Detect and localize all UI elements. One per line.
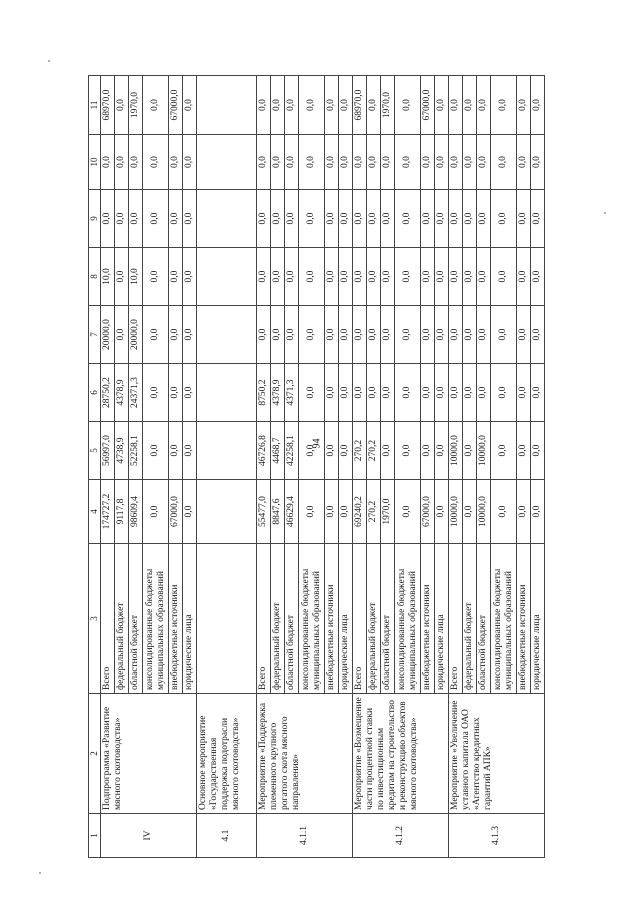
value-cell: 0,0 xyxy=(353,364,367,422)
value-cell: 0,0 xyxy=(143,248,169,306)
value-cell: 0,0 xyxy=(325,190,339,248)
value-cell: 0,0 xyxy=(271,135,285,190)
empty-cell xyxy=(197,480,257,544)
value-cell: 0,0 xyxy=(353,190,367,248)
value-cell: 0,0 xyxy=(285,190,299,248)
header-cell: 8 xyxy=(89,248,101,306)
value-cell: 46629,4 xyxy=(285,480,299,544)
value-cell: 0,0 xyxy=(285,248,299,306)
header-row xyxy=(89,76,101,858)
value-cell: 8847,6 xyxy=(271,480,285,544)
value-cell: 0,0 xyxy=(477,76,491,135)
table-body xyxy=(101,76,545,858)
value-cell: 0,0 xyxy=(435,135,449,190)
value-cell: 0,0 xyxy=(421,190,435,248)
value-cell: 0,0 xyxy=(531,422,545,480)
funding-source: внебюджетные источники xyxy=(517,544,531,694)
value-cell: 0,0 xyxy=(517,422,531,480)
value-cell: 0,0 xyxy=(183,480,197,544)
value-cell: 0,0 xyxy=(299,480,325,544)
funding-source: федеральный бюджет xyxy=(463,544,477,694)
value-cell: 0,0 xyxy=(325,248,339,306)
value-cell: 0,0 xyxy=(463,190,477,248)
value-cell: 0,0 xyxy=(463,480,477,544)
value-cell: 0,0 xyxy=(381,364,395,422)
value-cell: 0,0 xyxy=(183,248,197,306)
empty-cell xyxy=(197,364,257,422)
value-cell: 0,0 xyxy=(517,135,531,190)
value-cell: 0,0 xyxy=(299,364,325,422)
value-cell: 0,0 xyxy=(463,306,477,364)
value-cell: 0,0 xyxy=(421,364,435,422)
value-cell: 0,0 xyxy=(395,364,421,422)
value-cell: 0,0 xyxy=(299,248,325,306)
header-cell: 9 xyxy=(89,190,101,248)
header-cell: 3 xyxy=(89,544,101,694)
value-cell: 0,0 xyxy=(115,135,129,190)
table-row xyxy=(101,76,115,858)
value-cell: 0,0 xyxy=(115,306,129,364)
value-cell: 270,2 xyxy=(353,422,367,480)
value-cell: 0,0 xyxy=(435,480,449,544)
value-cell: 0,0 xyxy=(325,135,339,190)
value-cell: 270,2 xyxy=(367,480,381,544)
value-cell: 0,0 xyxy=(299,135,325,190)
value-cell: 0,0 xyxy=(367,306,381,364)
value-cell: 4738,9 xyxy=(115,422,129,480)
value-cell: 0,0 xyxy=(339,76,353,135)
value-cell: 10000,0 xyxy=(449,422,463,480)
value-cell: 0,0 xyxy=(257,248,271,306)
value-cell: 0,0 xyxy=(143,306,169,364)
funding-source: юридические лица xyxy=(531,544,545,694)
value-cell: 67000,0 xyxy=(169,76,183,135)
value-cell: 0,0 xyxy=(531,480,545,544)
table-row xyxy=(197,76,257,858)
scan-speck xyxy=(48,60,50,62)
value-cell: 0,0 xyxy=(531,306,545,364)
value-cell: 68970,0 xyxy=(101,76,115,135)
value-cell: 20000,0 xyxy=(129,306,143,364)
value-cell: 0,0 xyxy=(115,76,129,135)
value-cell: 0,0 xyxy=(491,364,517,422)
header-cell: 2 xyxy=(89,694,101,814)
value-cell: 0,0 xyxy=(339,135,353,190)
value-cell: 0,0 xyxy=(449,190,463,248)
value-cell: 0,0 xyxy=(169,190,183,248)
value-cell: 0,0 xyxy=(491,480,517,544)
row-name: Основное мероприятие «Государственная поддержка подотрасли мясного скотоводства» xyxy=(197,694,257,814)
value-cell: 0,0 xyxy=(435,190,449,248)
value-cell: 0,0 xyxy=(449,248,463,306)
row-code: 4.1.3 xyxy=(449,814,545,858)
header-cell: 7 xyxy=(89,306,101,364)
header-cell: 11 xyxy=(89,76,101,135)
value-cell: 0,0 xyxy=(381,135,395,190)
value-cell: 0,0 xyxy=(463,76,477,135)
funding-source: внебюджетные источники xyxy=(325,544,339,694)
value-cell: 0,0 xyxy=(367,248,381,306)
funding-source: юридические лица xyxy=(435,544,449,694)
value-cell: 0,0 xyxy=(477,190,491,248)
value-cell: 0,0 xyxy=(257,306,271,364)
value-cell: 46726,8 xyxy=(257,422,271,480)
header-cell: 4 xyxy=(89,480,101,544)
value-cell: 67000,0 xyxy=(421,480,435,544)
funding-source: Всего xyxy=(101,544,115,694)
value-cell: 0,0 xyxy=(271,306,285,364)
value-cell: 0,0 xyxy=(257,135,271,190)
funding-source: федеральный бюджет xyxy=(115,544,129,694)
row-code: 4.1 xyxy=(197,814,257,858)
value-cell: 0,0 xyxy=(381,422,395,480)
value-cell: 0,0 xyxy=(517,248,531,306)
value-cell: 0,0 xyxy=(477,135,491,190)
empty-cell xyxy=(197,190,257,248)
value-cell: 1970,0 xyxy=(381,76,395,135)
value-cell: 0,0 xyxy=(271,76,285,135)
value-cell: 67000,0 xyxy=(169,480,183,544)
value-cell: 98609,4 xyxy=(129,480,143,544)
value-cell: 67000,0 xyxy=(421,76,435,135)
row-name: Мероприятие «Возмещение части процентной ставки по инвестиционным кредитам на строительство и реконструкцию объектов мясного скотоводства» xyxy=(353,694,449,814)
value-cell: 0,0 xyxy=(339,364,353,422)
empty-cell xyxy=(197,76,257,135)
funding-source: консолидированные бюджеты муниципальных образований xyxy=(299,544,325,694)
value-cell: 56997,0 xyxy=(101,422,115,480)
value-cell: 0,0 xyxy=(449,135,463,190)
value-cell: 0,0 xyxy=(477,306,491,364)
value-cell: 0,0 xyxy=(183,76,197,135)
value-cell: 0,0 xyxy=(517,76,531,135)
empty-cell xyxy=(197,248,257,306)
row-name: Мероприятие «Увеличение уставного капитала ОАО «Агентство кредитных гарантий АПК» xyxy=(449,694,545,814)
value-cell: 0,0 xyxy=(367,190,381,248)
value-cell: 42258,1 xyxy=(285,422,299,480)
row-name: Подпрограмма «Развитие мясного скотоводства» xyxy=(101,694,197,814)
funding-source: консолидированные бюджеты муниципальных образований xyxy=(395,544,421,694)
value-cell: 0,0 xyxy=(367,135,381,190)
value-cell: 0,0 xyxy=(531,364,545,422)
value-cell: 0,0 xyxy=(449,306,463,364)
value-cell: 0,0 xyxy=(325,364,339,422)
value-cell: 0,0 xyxy=(183,306,197,364)
value-cell: 0,0 xyxy=(339,190,353,248)
value-cell: 24371,3 xyxy=(129,364,143,422)
value-cell: 0,0 xyxy=(463,422,477,480)
value-cell: 10000,0 xyxy=(477,422,491,480)
value-cell: 0,0 xyxy=(169,248,183,306)
value-cell: 0,0 xyxy=(143,135,169,190)
value-cell: 0,0 xyxy=(435,248,449,306)
value-cell: 4378,9 xyxy=(115,364,129,422)
value-cell: 0,0 xyxy=(517,306,531,364)
value-cell: 0,0 xyxy=(183,190,197,248)
value-cell: 0,0 xyxy=(353,306,367,364)
value-cell: 28750,2 xyxy=(101,364,115,422)
value-cell: 9117,8 xyxy=(115,480,129,544)
page-number: 94 xyxy=(311,438,323,449)
value-cell: 0,0 xyxy=(183,364,197,422)
value-cell: 20000,0 xyxy=(101,306,115,364)
funding-source: внебюджетные источники xyxy=(169,544,183,694)
scan-speck xyxy=(39,872,41,874)
value-cell: 0,0 xyxy=(421,135,435,190)
empty-cell xyxy=(197,544,257,694)
value-cell: 0,0 xyxy=(169,135,183,190)
value-cell: 0,0 xyxy=(143,480,169,544)
value-cell: 10000,0 xyxy=(477,480,491,544)
value-cell: 55477,0 xyxy=(257,480,271,544)
value-cell: 0,0 xyxy=(463,364,477,422)
value-cell: 0,0 xyxy=(491,248,517,306)
header-cell: 1 xyxy=(89,814,101,858)
value-cell: 0,0 xyxy=(169,306,183,364)
value-cell: 10000,0 xyxy=(449,480,463,544)
value-cell: 0,0 xyxy=(531,190,545,248)
value-cell: 0,0 xyxy=(257,76,271,135)
value-cell: 0,0 xyxy=(491,190,517,248)
value-cell: 0,0 xyxy=(435,422,449,480)
value-cell: 0,0 xyxy=(463,135,477,190)
empty-cell xyxy=(197,306,257,364)
row-code: 4.1.1 xyxy=(257,814,353,858)
value-cell: 0,0 xyxy=(325,76,339,135)
value-cell: 0,0 xyxy=(477,248,491,306)
value-cell: 4468,7 xyxy=(271,422,285,480)
value-cell: 0,0 xyxy=(299,190,325,248)
value-cell: 0,0 xyxy=(183,422,197,480)
value-cell: 0,0 xyxy=(143,364,169,422)
value-cell: 0,0 xyxy=(421,306,435,364)
funding-source: областной бюджет xyxy=(477,544,491,694)
value-cell: 0,0 xyxy=(395,306,421,364)
funding-source: внебюджетные источники xyxy=(421,544,435,694)
value-cell: 0,0 xyxy=(285,306,299,364)
value-cell: 0,0 xyxy=(381,248,395,306)
value-cell: 69240,2 xyxy=(353,480,367,544)
value-cell: 0,0 xyxy=(271,248,285,306)
value-cell: 0,0 xyxy=(353,135,367,190)
value-cell: 0,0 xyxy=(531,248,545,306)
value-cell: 0,0 xyxy=(143,76,169,135)
value-cell: 0,0 xyxy=(129,190,143,248)
value-cell: 174727,2 xyxy=(101,480,115,544)
value-cell: 0,0 xyxy=(367,364,381,422)
value-cell: 0,0 xyxy=(395,480,421,544)
value-cell: 0,0 xyxy=(101,135,115,190)
value-cell: 0,0 xyxy=(129,135,143,190)
value-cell: 0,0 xyxy=(435,76,449,135)
value-cell: 0,0 xyxy=(339,306,353,364)
value-cell: 0,0 xyxy=(449,76,463,135)
value-cell: 68970,0 xyxy=(353,76,367,135)
funding-source: Всего xyxy=(353,544,367,694)
header-cell: 5 xyxy=(89,422,101,480)
value-cell: 0,0 xyxy=(381,306,395,364)
value-cell: 10,0 xyxy=(101,248,115,306)
row-code: 4.1.2 xyxy=(353,814,449,858)
funding-source: Всего xyxy=(257,544,271,694)
value-cell: 8750,2 xyxy=(257,364,271,422)
value-cell: 0,0 xyxy=(325,422,339,480)
value-cell: 52258,1 xyxy=(129,422,143,480)
funding-source: областной бюджет xyxy=(129,544,143,694)
scan-speck xyxy=(604,212,606,214)
value-cell: 0,0 xyxy=(517,190,531,248)
value-cell: 0,0 xyxy=(517,364,531,422)
value-cell: 4371,3 xyxy=(285,364,299,422)
row-name: Мероприятие «Поддержка племенного крупного рогатого скота мясного направления» xyxy=(257,694,353,814)
value-cell: 0,0 xyxy=(183,135,197,190)
value-cell: 0,0 xyxy=(463,248,477,306)
header-cell: 6 xyxy=(89,364,101,422)
value-cell: 0,0 xyxy=(367,76,381,135)
value-cell: 0,0 xyxy=(435,306,449,364)
value-cell: 0,0 xyxy=(299,76,325,135)
value-cell: 1970,0 xyxy=(129,76,143,135)
value-cell: 0,0 xyxy=(353,248,367,306)
value-cell: 0,0 xyxy=(395,248,421,306)
value-cell: 0,0 xyxy=(395,76,421,135)
funding-source: областной бюджет xyxy=(285,544,299,694)
value-cell: 0,0 xyxy=(299,306,325,364)
value-cell: 0,0 xyxy=(143,190,169,248)
funding-source: юридические лица xyxy=(183,544,197,694)
value-cell: 0,0 xyxy=(531,135,545,190)
value-cell: 0,0 xyxy=(339,422,353,480)
value-cell: 0,0 xyxy=(477,364,491,422)
value-cell: 0,0 xyxy=(421,422,435,480)
value-cell: 1970,0 xyxy=(381,480,395,544)
funding-table xyxy=(88,75,545,858)
table-row xyxy=(449,76,463,858)
value-cell: 0,0 xyxy=(271,190,285,248)
empty-cell xyxy=(197,135,257,190)
value-cell: 0,0 xyxy=(435,364,449,422)
value-cell: 0,0 xyxy=(169,422,183,480)
value-cell: 0,0 xyxy=(115,248,129,306)
value-cell: 0,0 xyxy=(517,480,531,544)
value-cell: 0,0 xyxy=(285,76,299,135)
funding-source: федеральный бюджет xyxy=(367,544,381,694)
funding-source: Всего xyxy=(449,544,463,694)
value-cell: 0,0 xyxy=(325,480,339,544)
rotated-page xyxy=(88,76,545,858)
funding-source: консолидированные бюджеты муниципальных образований xyxy=(491,544,517,694)
value-cell: 10,0 xyxy=(129,248,143,306)
header-cell: 10 xyxy=(89,135,101,190)
table-row xyxy=(257,76,271,858)
value-cell: 0,0 xyxy=(325,306,339,364)
funding-source: областной бюджет xyxy=(381,544,395,694)
funding-source: юридические лица xyxy=(339,544,353,694)
empty-cell xyxy=(197,422,257,480)
value-cell: 0,0 xyxy=(531,76,545,135)
value-cell: 0,0 xyxy=(339,480,353,544)
value-cell: 0,0 xyxy=(421,248,435,306)
value-cell: 0,0 xyxy=(395,135,421,190)
funding-source: консолидированные бюджеты муниципальных образований xyxy=(143,544,169,694)
value-cell: 0,0 xyxy=(491,135,517,190)
funding-source: федеральный бюджет xyxy=(271,544,285,694)
value-cell: 0,0 xyxy=(449,364,463,422)
value-cell: 0,0 xyxy=(115,190,129,248)
table-row xyxy=(353,76,367,858)
value-cell: 0,0 xyxy=(491,306,517,364)
value-cell: 0,0 xyxy=(101,190,115,248)
row-code: IV xyxy=(101,814,197,858)
value-cell: 4378,9 xyxy=(271,364,285,422)
value-cell: 0,0 xyxy=(395,190,421,248)
value-cell: 0,0 xyxy=(339,248,353,306)
value-cell: 0,0 xyxy=(257,190,271,248)
value-cell: 0,0 xyxy=(143,422,169,480)
value-cell: 0,0 xyxy=(395,422,421,480)
value-cell: 270,2 xyxy=(367,422,381,480)
value-cell: 0,0 xyxy=(285,135,299,190)
value-cell: 0,0 xyxy=(381,190,395,248)
value-cell: 0,0 xyxy=(491,76,517,135)
value-cell: 0,0 xyxy=(169,364,183,422)
value-cell: 0,0 xyxy=(299,422,325,480)
value-cell: 0,0 xyxy=(491,422,517,480)
